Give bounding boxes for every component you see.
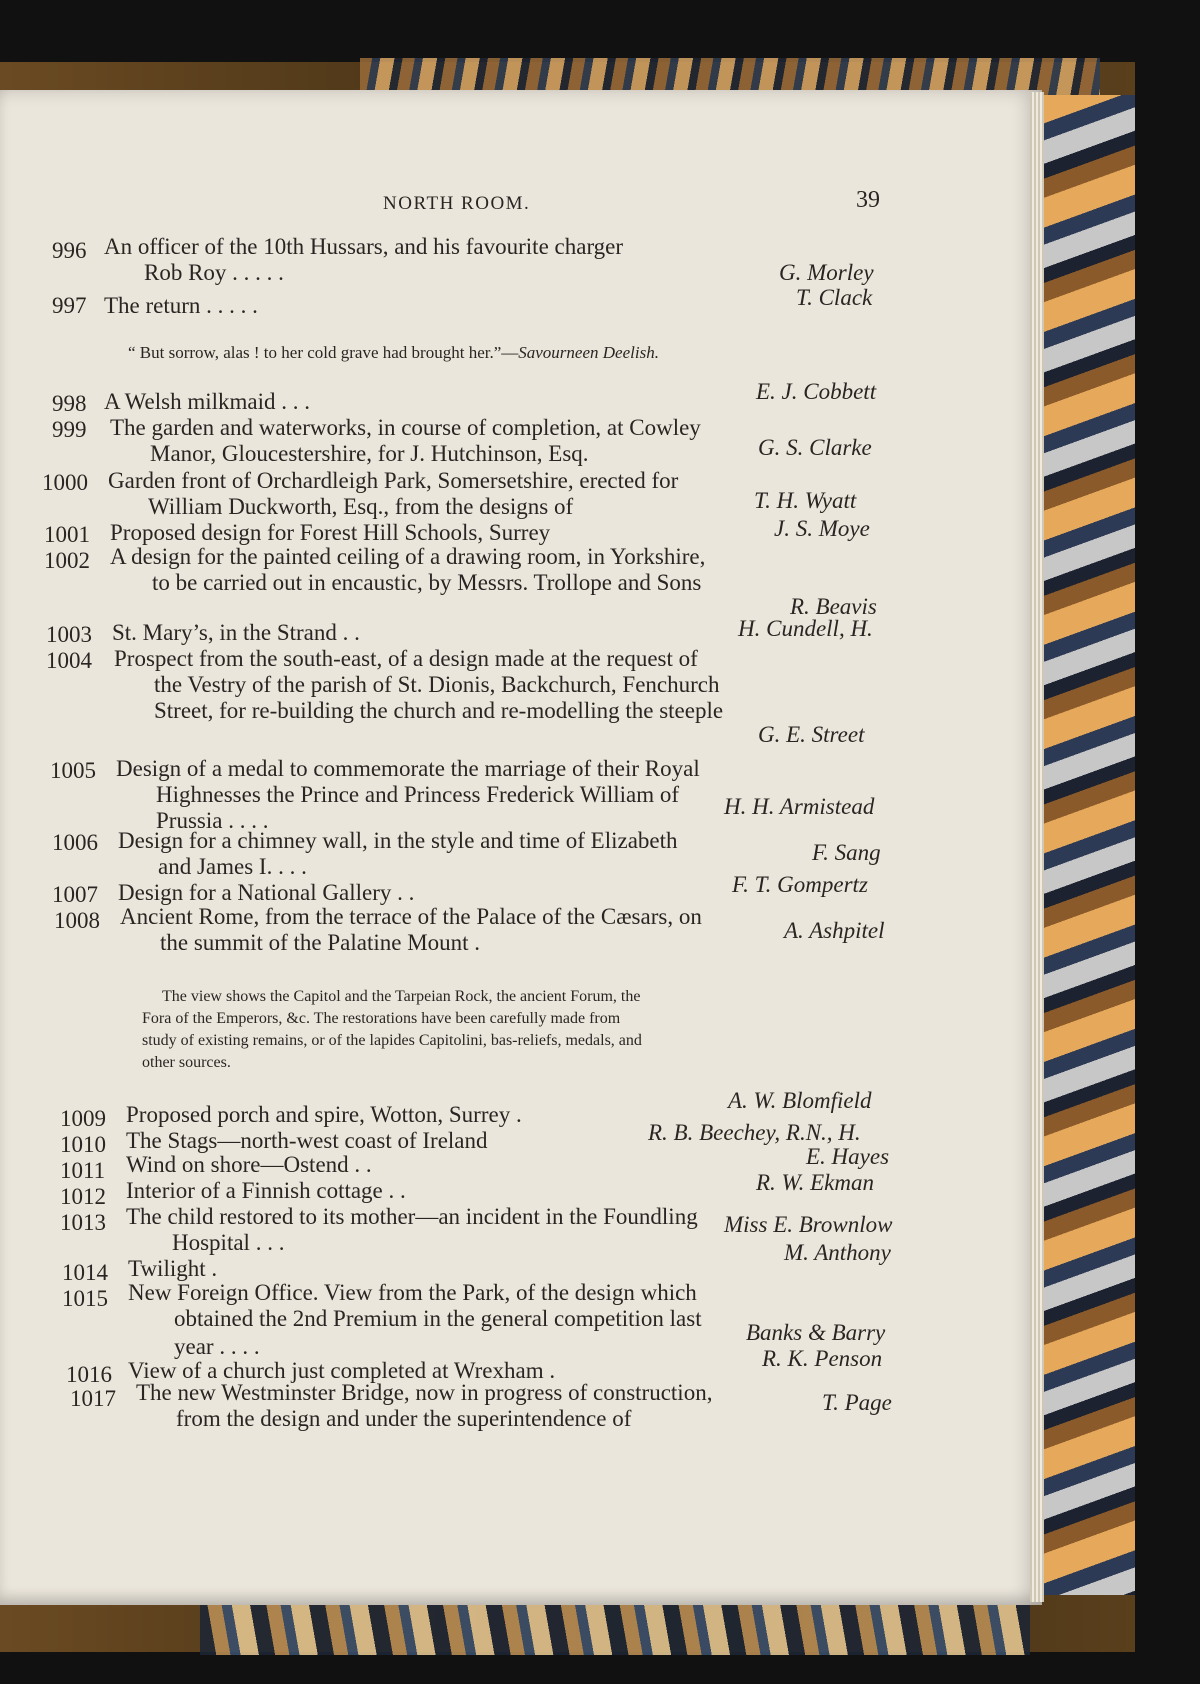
entry-title-cont: from the design and under the superintendence of [176,1406,632,1431]
entry-number: 1002 [44,548,90,573]
entry-artist: G. S. Clarke [758,435,872,460]
entry-title: New Foreign Office. View from the Park, of the design which [128,1280,697,1305]
entry-artist: G. Morley [779,260,874,285]
marbled-endpaper-bottom [200,1605,1030,1655]
entry-number: 1015 [62,1286,108,1311]
entry-title: The Stags—north-west coast of Ireland [126,1128,488,1153]
entry-artist: T. H. Wyatt [754,488,857,513]
entry-title-cont: William Duckworth, Esq., from the designs of [148,494,574,519]
page-title: NORTH ROOM. [383,193,531,214]
entry-title-cont: Street, for re-building the church and re-modelling the steeple [154,698,724,723]
marbled-endpaper-right [1040,95,1135,1595]
entry-title: A Welsh milkmaid . . . [104,389,311,414]
entry-artist: R. Beavis [790,594,877,619]
entry-number: 1016 [66,1362,112,1387]
entry-title-cont: year . . . . [174,1334,260,1359]
entry-artist: Banks & Barry [746,1320,886,1345]
entry-artist: H. H. Armistead [724,794,875,819]
entry-number: 999 [52,417,87,442]
catalogue-page [0,90,1042,1605]
entry-number: 1013 [60,1210,106,1235]
entry-artist: F. T. Gompertz [732,872,868,897]
entry-title: The child restored to its mother—an incident in the Foundling [126,1204,698,1229]
entry-artist: F. Sang [812,840,881,865]
entry-number: 1012 [60,1184,106,1209]
page-number: 39 [856,187,880,213]
entry-artist: Miss E. Brownlow [724,1212,893,1237]
entry-title-cont: Highnesses the Prince and Princess Frederick William of [156,782,680,807]
entry-artist: H. Cundell, H. [738,616,873,641]
entry-title: Design for a National Gallery . . [118,880,415,905]
entry-title: Twilight . [128,1256,218,1281]
entry-number: 1005 [50,758,96,783]
entry-artist: R. K. Penson [762,1346,883,1371]
entry-title-cont: Prussia . . . . [156,808,269,833]
entry-number: 996 [52,238,87,263]
entry-number: 1014 [62,1260,108,1285]
entry-title: The garden and waterworks, in course of completion, at Cowley [110,415,701,440]
entry-title: A design for the painted ceiling of a drawing room, in Yorkshire, [110,544,706,569]
entry-artist: G. E. Street [758,722,865,747]
entry-title-cont: the Vestry of the parish of St. Dionis, Backchurch, Fenchurch [154,672,720,697]
entry-artist: E. J. Cobbett [756,379,877,404]
entry-number: 1003 [46,622,92,647]
entry-artist: A. W. Blomfield [728,1088,872,1113]
entry-title: Proposed design for Forest Hill Schools, Surrey [110,520,551,545]
entry-number: 1006 [52,830,98,855]
entry-title: Wind on shore—Ostend . . [126,1152,372,1177]
entry-number: 1008 [54,908,100,933]
entry-title: Proposed porch and spire, Wotton, Surrey . [126,1102,522,1127]
entry-number: 1009 [60,1106,106,1131]
entry-artist: A. Ashpitel [784,918,885,943]
entry-number: 1001 [44,522,90,547]
note-line: other sources. [142,1054,231,1071]
entry-number: 1017 [70,1386,116,1411]
entry-artist: R. W. Ekman [756,1170,874,1195]
entry-number: 1004 [46,648,92,673]
entry-number: 997 [52,293,87,318]
entry-title: St. Mary’s, in the Strand . . [112,620,360,645]
entry-artist: M. Anthony [784,1240,891,1265]
entry-title-cont: Manor, Gloucestershire, for J. Hutchinson, Esq. [150,441,589,466]
entry-artist: T. Clack [796,285,873,310]
note-line: Fora of the Emperors, &c. The restorations have been carefully made from [142,1010,621,1027]
entry-artist: E. Hayes [806,1144,890,1169]
entry-number: 998 [52,391,87,416]
entry-number: 1010 [60,1132,106,1157]
motto-source: Savourneen Deelish. [518,343,659,362]
entry-number: 1011 [60,1158,106,1183]
entry-title-cont: the summit of the Palatine Mount . [160,930,481,955]
entry-title: Design of a medal to commemorate the marriage of their Royal [116,756,700,781]
entry-title-cont: to be carried out in encaustic, by Messrs. Trollope and Sons [152,570,702,595]
entry-title-cont: Rob Roy . . . . . [144,260,284,285]
entry-artist: J. S. Moye [774,516,870,541]
entry-title: Garden front of Orchardleigh Park, Somersetshire, erected for [108,468,679,493]
entry-title: Design for a chimney wall, in the style and time of Elizabeth [118,828,678,853]
entry-title-cont: and James I. . . . [158,854,307,879]
entry-997-motto [128,343,659,363]
page-edge [1030,92,1044,1602]
note-line: study of existing remains, or of the lapides Capitolini, bas-reliefs, medals, and [142,1032,642,1049]
entry-number: 1007 [52,882,98,907]
note-line: The view shows the Capitol and the Tarpeian Rock, the ancient Forum, the [162,988,641,1005]
entry-title: View of a church just completed at Wrexham . [128,1358,556,1383]
entry-title: An officer of the 10th Hussars, and his favourite charger [104,234,624,259]
entry-title: The return . . . . . [104,293,258,318]
entry-title: Interior of a Finnish cottage . . [126,1178,406,1203]
entry-title-cont: Hospital . . . [172,1230,285,1255]
entry-title: Ancient Rome, from the terrace of the Palace of the Cæsars, on [120,904,702,929]
entry-title: The new Westminster Bridge, now in progress of construction, [136,1380,713,1405]
entry-artist: R. B. Beechey, R.N., H. [648,1120,861,1145]
entry-title: Prospect from the south-east, of a design made at the request of [114,646,698,671]
motto-quote: “ But sorrow, alas ! to her cold grave had brought her.”— [128,343,519,362]
entry-artist: T. Page [822,1390,892,1415]
entry-number: 1000 [42,470,88,495]
entry-1008-note [142,986,642,1074]
entry-title-cont: obtained the 2nd Premium in the general competition last [174,1306,702,1331]
